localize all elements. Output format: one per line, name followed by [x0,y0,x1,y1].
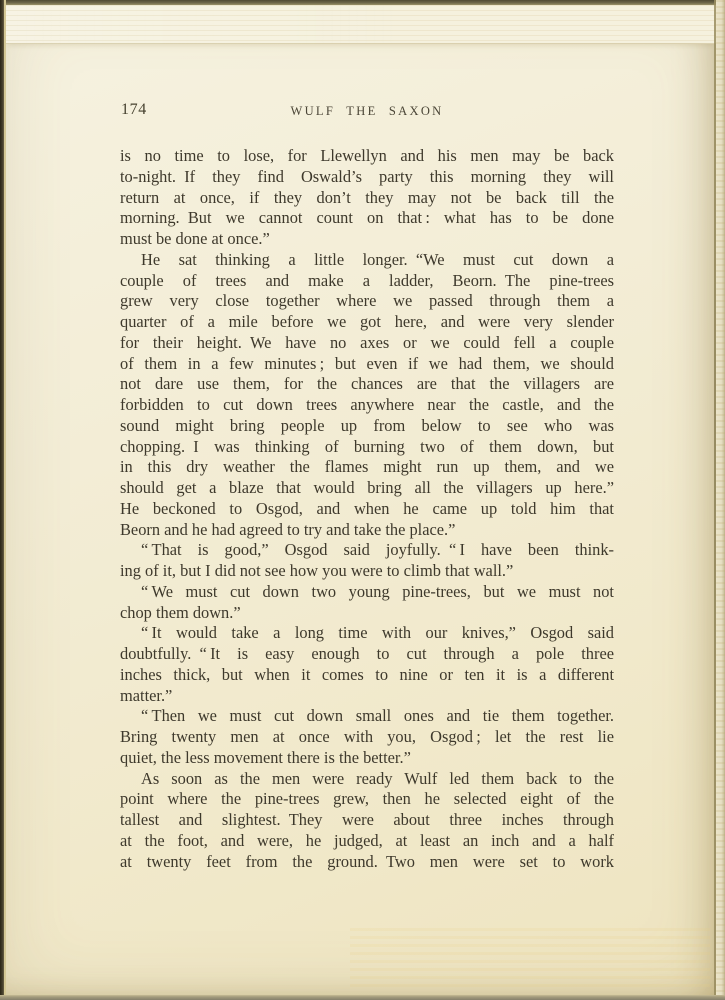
text-line: matter.” [120,685,173,705]
text-line: return at once, if they don’t they may not be back till the [120,187,614,207]
text-line: is no time to lose, for Llewellyn and his men may be back [120,146,614,165]
page-header [120,101,614,121]
text-line: at twenty feet from the ground. Two men were set to work [120,851,614,871]
page-edge-bottom [0,995,725,1000]
text-line: “ It would take a long time with our knives,” Osgod said [141,623,614,643]
text-line: for their height. We have no axes or we could fell a couple [120,332,614,352]
text-line: “ That is good,” Osgod said joyfully. “ I have been think- [141,540,614,560]
text-line: forbidden to cut down trees anywhere near the castle, and the [120,395,614,414]
text-line: in this dry weather the flames might run up them, and we [120,457,614,477]
text-line: point where the pine-trees grew, then he selected eight of the [120,789,614,809]
text-line: Bring twenty men at once with you, Osgod ; let the rest lie [120,727,614,746]
text-line: “ Then we must cut down small ones and tie them together. [141,706,614,726]
underlying-page-edges-top [6,5,716,44]
text-line: As soon as the men were ready Wulf led them back to the [141,768,614,788]
text-line: not dare use them, for the chances are that the villagers are [120,374,614,394]
text-line: at the foot, and were, he judged, at least an inch and a half [120,830,614,850]
text-line: to-night. If they find Oswald’s party this morning they will [120,166,614,186]
text-line: should get a blaze that would bring all the villagers up here.” [120,478,614,497]
page-number: 174 [121,101,147,118]
text-line: chopping. I was thinking of burning two of them down, but [120,436,614,456]
text-block [120,146,614,872]
page-edge-left-highlight [4,0,6,1000]
text-line: quarter of a mile before we got here, and were very slender [120,312,614,331]
text-line: He beckoned to Osgod, and when he came up told him that [120,498,614,518]
text-line: ing of it, but I did not see how you were to climb that wall.” [120,561,514,580]
text-line: chop them down.” [120,602,241,622]
text-line: must be done at once.” [120,229,270,248]
text-line: inches thick, but when it comes to nine or ten it is a different [120,664,614,684]
page-edge-top [0,0,725,5]
running-title: WULF THE SAXON [290,104,444,118]
text-line: Beorn and he had agreed to try and take the place.” [120,519,456,539]
text-line: tallest and slightest. They were about three inches through [120,810,614,829]
text-line: He sat thinking a little longer. “We must cut down a [141,249,614,269]
text-line: sound might bring people up from below to see who was [120,415,614,435]
underlying-page-edges-right [716,0,725,1000]
text-line: of them in a few minutes ; but even if we had them, we should [120,353,614,373]
text-line: couple of trees and make a ladder, Beorn. The pine-trees [120,270,614,290]
text-line: grew very close together where we passed through them a [120,291,614,311]
text-line: “ We must cut down two young pine-trees, but we must not [141,581,614,601]
text-line: doubtfully. “ It is easy enough to cut through a pole three [120,644,614,663]
text-line: quiet, the less movement there is the better.” [120,747,411,767]
text-line: morning. But we cannot count on that : what has to be done [120,208,614,228]
